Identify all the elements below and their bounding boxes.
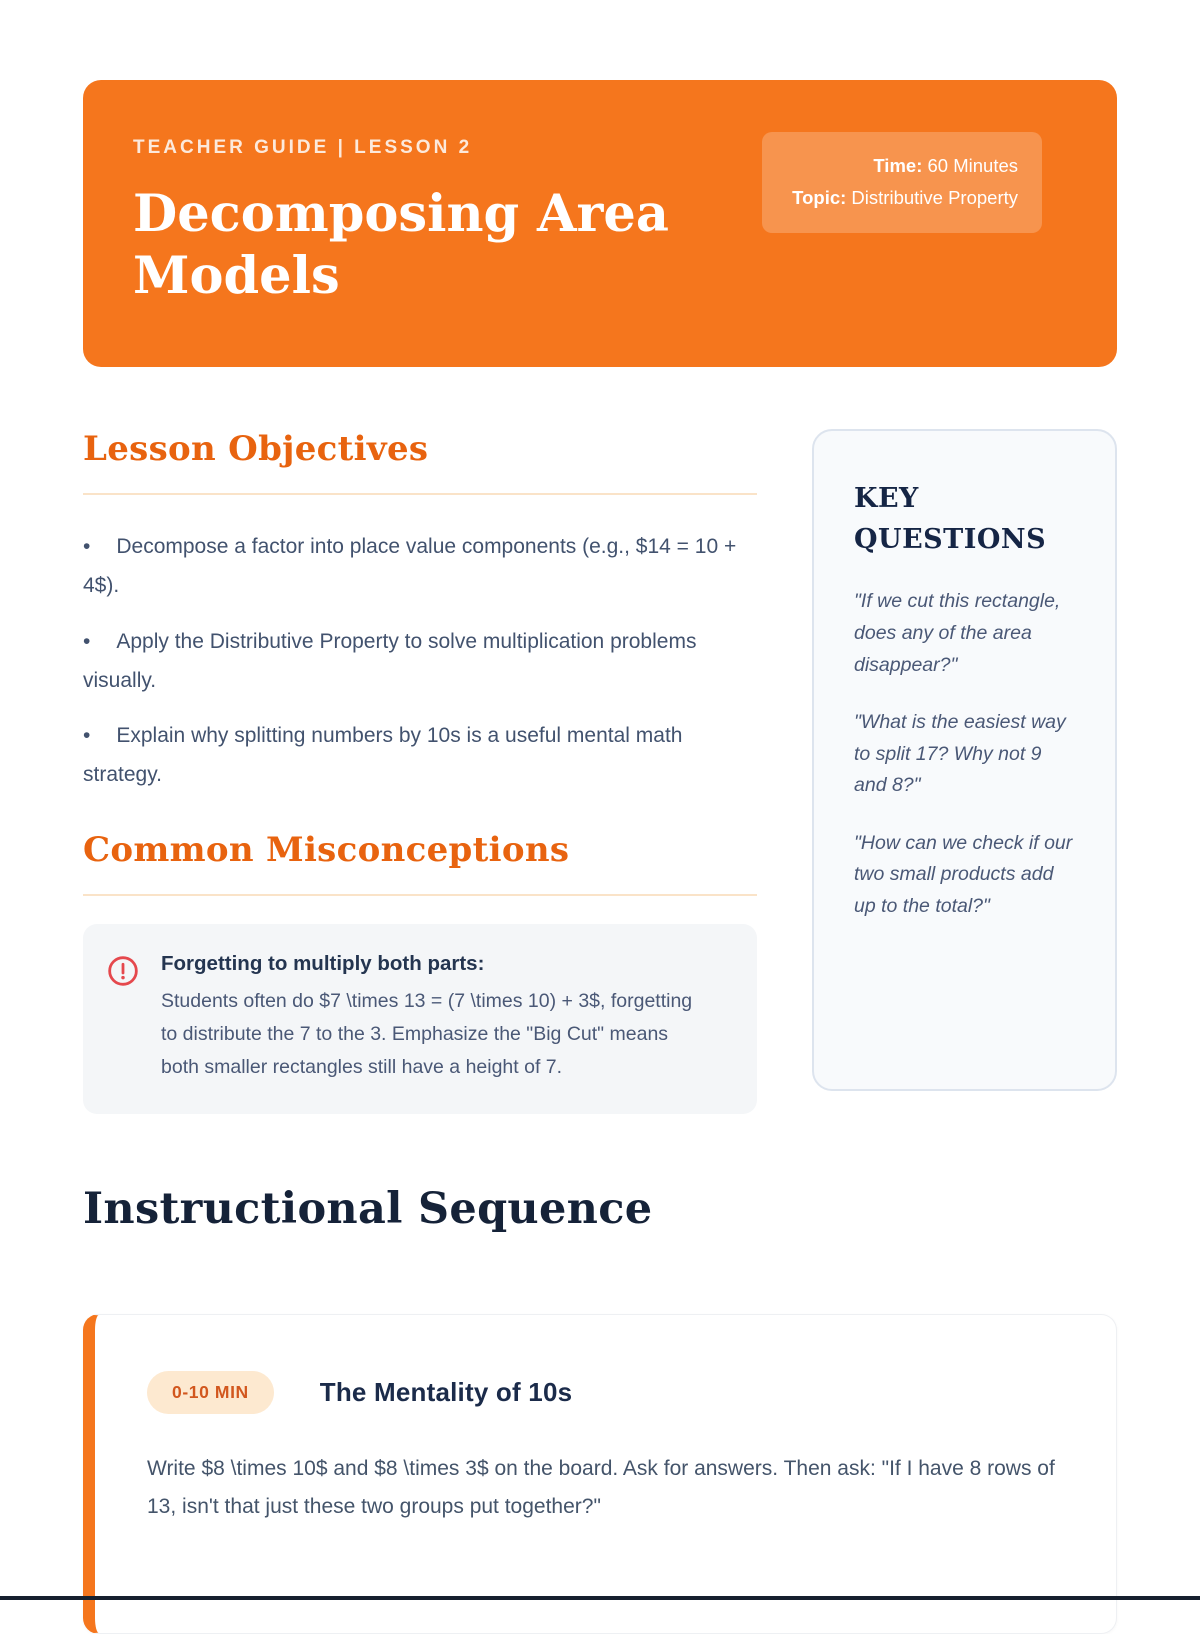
sequence-heading: Instructional Sequence [83,1184,653,1235]
lesson-header [83,80,1117,367]
objective-item [83,622,757,700]
objective-text: Explain why splitting numbers by 10s is a useful mental math strategy. [83,723,683,786]
key-question: "If we cut this rectangle, does any of the area disappear?" [854,590,1061,676]
objectives-heading: Lesson Objectives [83,429,429,470]
meta-time-value: 60 Minutes [922,155,1018,176]
objectives-divider [83,493,757,495]
objective-item [83,716,757,794]
sequence-step-card [83,1314,1117,1634]
step-title: The Mentality of 10s [319,1377,573,1408]
misconception-body: Students often do $7 \times 13 = (7 \times 10) + 3$, forgetting to distribute the 7 to the 3. Emphasize the "Big Cut" means both smaller rectangles still have a height of 7. [161,989,693,1078]
objective-text: Apply the Distributive Property to solve multiplication problems visually. [83,629,697,692]
main-column [83,429,757,1114]
step-header [147,1371,1056,1414]
objectives-list [83,527,757,793]
misconceptions-divider [83,894,757,896]
meta-time-label: Time: [873,155,923,176]
misconception-title: Forgetting to multiply both parts: [161,951,485,975]
key-questions-panel [812,429,1117,1091]
lesson-meta-badge [762,132,1042,233]
key-questions-heading: KEY QUESTIONS [854,483,1047,555]
misconception-callout [83,924,757,1114]
lesson-eyebrow: TEACHER GUIDE | LESSON 2 [133,137,473,158]
bullet-icon: • [83,723,91,747]
content-columns [83,429,1117,1114]
misconceptions-heading: Common Misconceptions [83,829,570,870]
time-badge: 0-10 MIN [147,1371,274,1414]
meta-topic-value: Distributive Property [846,187,1018,209]
bullet-icon: • [83,535,91,559]
key-question: "How can we check if our two small products add up to the total?" [854,831,1073,918]
alert-circle-icon [107,955,139,1084]
page-bottom-strip [0,1596,1200,1600]
step-body: Write $8 \times 10$ and $8 \times 3$ on the board. Ask for answers. Then ask: "If I have 8 rows of 13, isn't that just these two groups put together?" [147,1457,1055,1518]
objective-item [83,527,757,605]
key-question: "What is the easiest way to split 17? Why not 9 and 8?" [854,711,1066,797]
meta-topic-label: Topic: [792,187,847,209]
misconception-content [161,952,701,1084]
lesson-title: Decomposing Area Models [133,184,669,307]
meta-topic [786,182,1018,214]
bullet-icon: • [83,629,91,653]
meta-time [786,150,1018,182]
objective-text: Decompose a factor into place value components (e.g., $14 = 10 + 4$). [83,535,737,598]
